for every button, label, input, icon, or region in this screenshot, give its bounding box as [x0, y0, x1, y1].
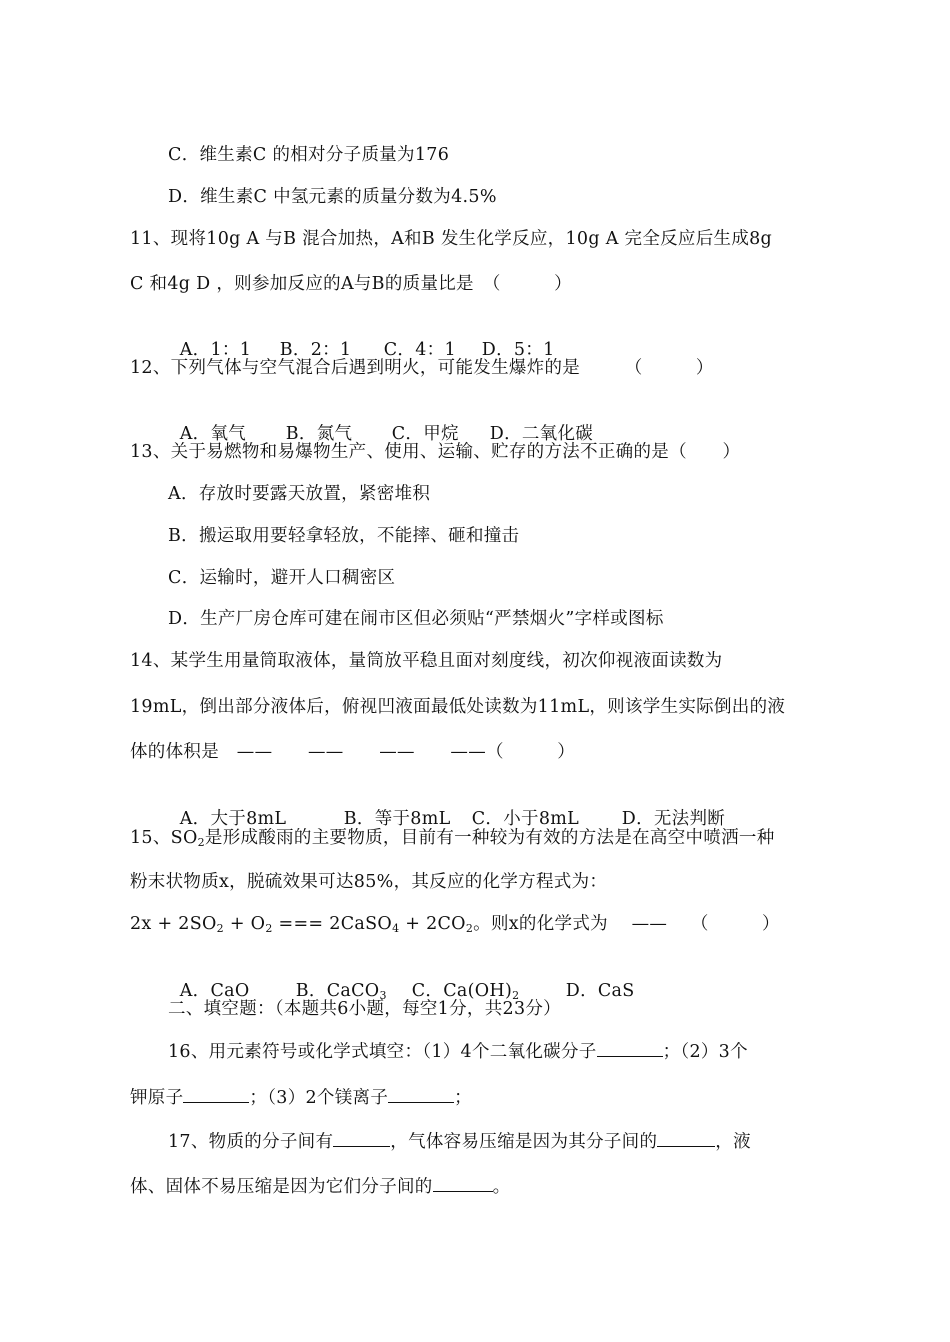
q14-option-d: D．无法判断 [621, 809, 726, 829]
q15-stem-line1 [130, 826, 775, 850]
q15-option-b-text: B．CaCO [295, 981, 380, 1001]
q14-options [168, 783, 725, 831]
q15-line1-post: 是形成酸雨的主要物质，目前有一种较为有效的方法是在高空中喷洒一种 [204, 828, 775, 848]
q15-stem-line2: 粉末状物质x，脱硫效果可达85%，其反应的化学方程式为： [130, 872, 608, 892]
q15-eq-sub1: 2 [216, 922, 224, 935]
q15-option-a: A．CaO [179, 981, 250, 1001]
q11-stem-line2: C 和4g D ，则参加反应的A与B的质量比是 （ ） [130, 274, 572, 294]
q17-text4: 体、固体不易压缩是因为它们分子间的 [130, 1177, 433, 1197]
q14-stem-line1: 14、某学生用量筒取液体，量筒放平稳且面对刻度线，初次仰视液面读数为 [130, 651, 723, 671]
q14-option-b: B．等于8mL [343, 809, 451, 829]
q17-blank-3[interactable] [433, 1174, 493, 1192]
q14-stem-line3: 体的体积是 —— —— —— ——（ ） [130, 742, 575, 762]
q15-eq-part5: 。则x的化学式为 —— （ ） [473, 914, 780, 934]
q13-stem: 13、关于易燃物和易爆物生产、使用、运输、贮存的方法不正确的是（ ） [130, 442, 741, 462]
q11-stem-line1: 11、现将10g A 与B 混合加热，A和B 发生化学反应，10g A 完全反应后生成8g [130, 229, 773, 249]
q17-blank-2[interactable] [657, 1129, 715, 1147]
q15-option-c-text: C．Ca(OH) [411, 981, 513, 1001]
q11-option-c: C．4：1 [383, 340, 456, 360]
q15-option-b-sub: 3 [379, 989, 387, 1002]
q15-line1-sub: 2 [197, 836, 205, 849]
q14-option-a: A．大于8mL [179, 809, 287, 829]
q15-eq-sub2: 2 [265, 922, 273, 935]
q16-text2: ；（2）3个 [662, 1042, 748, 1062]
q12-option-c: C．甲烷 [391, 424, 459, 444]
q15-options [168, 955, 635, 1003]
q17-text2: ，气体容易压缩是因为其分子间的 [390, 1132, 658, 1152]
q15-option-c-sub: 2 [512, 989, 520, 1002]
q16-blank-3[interactable] [388, 1085, 454, 1103]
q10-option-c: C．维生素C 的相对分子质量为176 [168, 145, 450, 165]
q17-line1 [168, 1129, 751, 1154]
section-heading-fill-in: 二、填空题：（本题共6小题，每空1分，共23分） [168, 999, 561, 1019]
q13-option-d: D．生产厂房仓库可建在闹市区但必须贴“严禁烟火”字样或图标 [168, 609, 664, 629]
q10-option-d: D．维生素C 中氢元素的质量分数为4.5% [168, 187, 497, 207]
q15-eq-part2: + O [223, 914, 266, 934]
q16-blank-1[interactable] [597, 1039, 663, 1057]
q12-options [168, 398, 593, 446]
q14-stem-line2: 19mL，倒出部分液体后，俯视凹液面最低处读数为11mL，则该学生实际倒出的液 [130, 697, 786, 717]
q13-option-c: C．运输时，避开人口稠密区 [168, 568, 396, 588]
q16-text4: ；（3）2个镁离子 [249, 1088, 389, 1108]
q14-option-c: C．小于8mL [471, 809, 580, 829]
q15-eq-part3: === 2CaSO [272, 914, 393, 934]
q12-stem: 12、下列气体与空气混合后遇到明火，可能发生爆炸的是 （ ） [130, 358, 714, 378]
q13-option-a: A．存放时要露天放置，紧密堆积 [168, 484, 431, 504]
q17-text5: 。 [492, 1177, 511, 1197]
q16-blank-2[interactable] [183, 1085, 249, 1103]
q15-eq-sub4: 2 [465, 922, 474, 935]
q15-equation [130, 912, 780, 936]
q11-option-d: D．5：1 [481, 340, 555, 360]
q17-blank-1[interactable] [333, 1129, 390, 1147]
q15-eq-sub3: 4 [392, 922, 400, 935]
q16-text5: ； [454, 1088, 472, 1108]
q15-eq-part4: + 2CO [399, 914, 466, 934]
q12-option-b: B．氮气 [285, 424, 353, 444]
q16-text1: 16、用元素符号或化学式填空：（1）4个二氧化碳分子 [168, 1042, 597, 1062]
q16-text3: 钾原子 [130, 1088, 184, 1108]
q15-eq-part1: 2x + 2SO [130, 914, 217, 934]
q13-option-b: B．搬运取用要轻拿轻放，不能摔、砸和撞击 [168, 526, 520, 546]
q16-line1 [168, 1039, 748, 1064]
q16-line2 [130, 1085, 472, 1110]
q15-option-d: D．CaS [565, 981, 635, 1001]
q12-option-a: A．氧气 [179, 424, 247, 444]
q11-option-b: B．2：1 [279, 340, 352, 360]
q12-option-d: D．二氧化碳 [489, 424, 594, 444]
q17-text3: ，液 [715, 1132, 751, 1152]
q11-option-a: A．1：1 [179, 340, 252, 360]
q11-options [168, 314, 555, 362]
q17-text1: 17、物质的分子间有 [168, 1132, 334, 1152]
q17-line2 [130, 1174, 510, 1199]
q15-line1-pre: 15、SO [130, 828, 198, 848]
